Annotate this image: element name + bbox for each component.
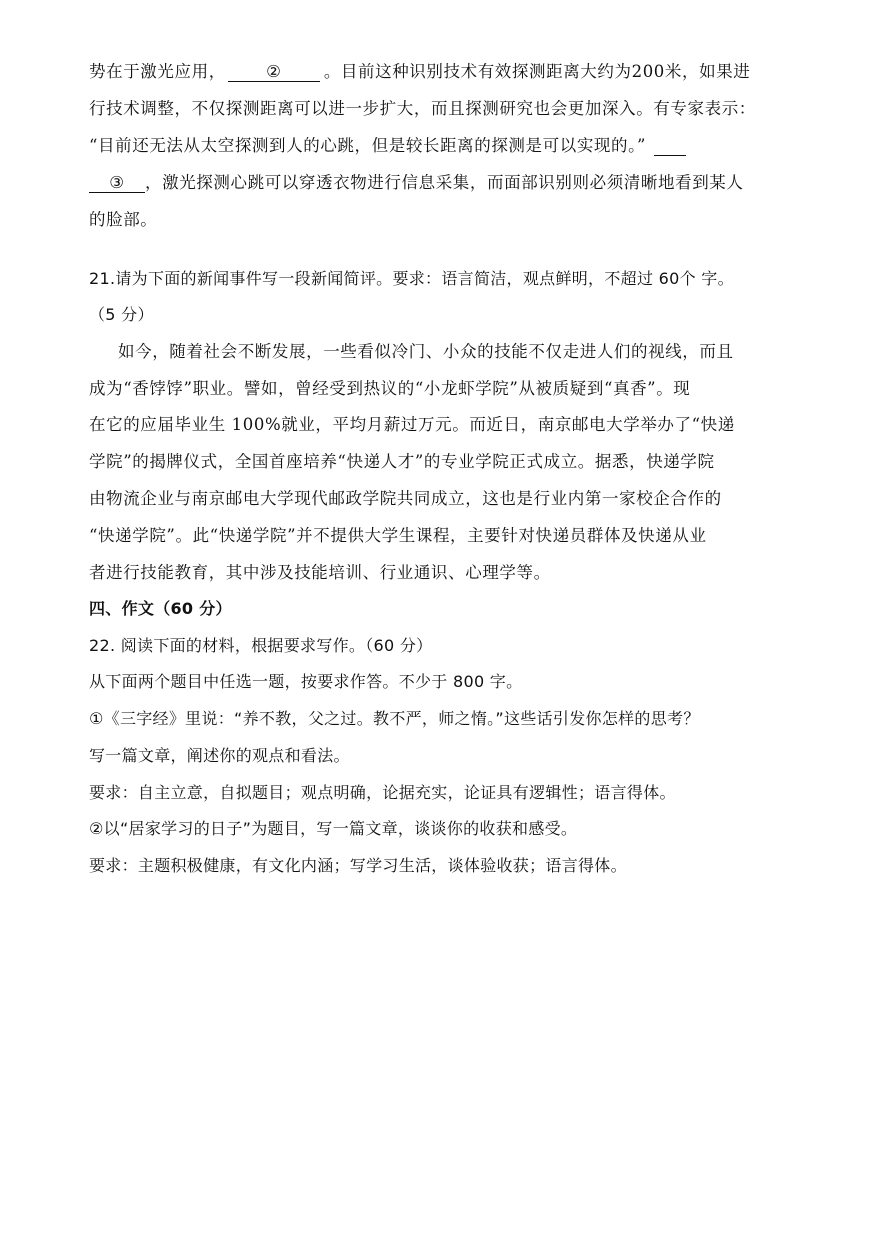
- answer-blank-3-extension: [654, 137, 686, 156]
- passage-line-3: [89, 135, 789, 157]
- topic-2-requirements: 要求：主题积极健康，有文化内涵；写学习生活，谈体验收获；语言得体。: [89, 856, 627, 875]
- news-line-5: 由物流企业与南京邮电大学现代邮政学院共同成立，这也是行业内第一家校企合作的: [89, 489, 722, 508]
- passage-line-1-pre: 势在于激光应用，: [89, 62, 226, 81]
- topic-1: ①《三字经》里说：“养不教，父之过。教不严，师之惰。”这些话引发你怎样的思考？: [89, 709, 700, 728]
- news-line-7: 者进行技能教育，其中涉及技能培训、行业通识、心理学等。: [89, 563, 551, 582]
- passage-line-3-text: “目前还无法从太空探测到人的心跳，但是较长距离的探测是可以实现的。”: [89, 136, 647, 155]
- question-21-score: （5 分）: [89, 305, 154, 324]
- news-line-6: “快递学院”。此“快递学院”并不提供大学生课程，主要针对快递员群体及快递从业: [89, 526, 707, 545]
- passage-line-4: [89, 172, 789, 194]
- news-line-4: 学院”的揭牌仪式，全国首座培养“快递人才”的专业学院正式成立。据悉，快递学院: [89, 452, 715, 471]
- answer-blank-3: ③: [89, 174, 145, 193]
- answer-blank-2: ②: [228, 63, 320, 82]
- composition-instruction: 从下面两个题目中任选一题，按要求作答。不少于 800 字。: [89, 672, 523, 691]
- passage-line-1-post: 。目前这种识别技术有效探测距离大约为200米，如果进: [323, 62, 751, 81]
- question-21-title: 21.请为下面的新闻事件写一段新闻简评。要求：语言简洁，观点鲜明，不超过 60个 字。: [89, 269, 734, 288]
- question-22-title: 22. 阅读下面的材料，根据要求写作。（60 分）: [89, 636, 433, 655]
- topic-1-task: 写一篇文章，阐述你的观点和看法。: [89, 746, 350, 765]
- passage-line-1: [89, 61, 789, 83]
- news-line-2: 成为“香饽饽”职业。譬如，曾经受到热议的“小龙虾学院”从被质疑到“真香”。现: [89, 379, 691, 398]
- section-4-heading: 四、作文（60 分）: [89, 599, 232, 618]
- news-line-1: 如今，随着社会不断发展，一些看似冷门、小众的技能不仅走进人们的视线，而且: [118, 342, 734, 361]
- passage-line-4-post: ，激光探测心跳可以穿透衣物进行信息采集，而面部识别则必须清晰地看到某人: [145, 173, 744, 192]
- passage-line-5: 的脸部。: [89, 210, 158, 229]
- topic-2: ②以“居家学习的日子”为题目，写一篇文章，谈谈你的收获和感受。: [89, 819, 578, 838]
- news-line-3: 在它的应届毕业生 100%就业，平均月薪过万元。而近日，南京邮电大学举办了“快递: [89, 415, 735, 434]
- passage-line-2: 行技术调整，不仅探测距离可以进一步扩大，而且探测研究也会更加深入。有专家表示：: [89, 99, 756, 118]
- topic-1-requirements: 要求：自主立意，自拟题目；观点明确，论据充实，论证具有逻辑性；语言得体。: [89, 783, 676, 802]
